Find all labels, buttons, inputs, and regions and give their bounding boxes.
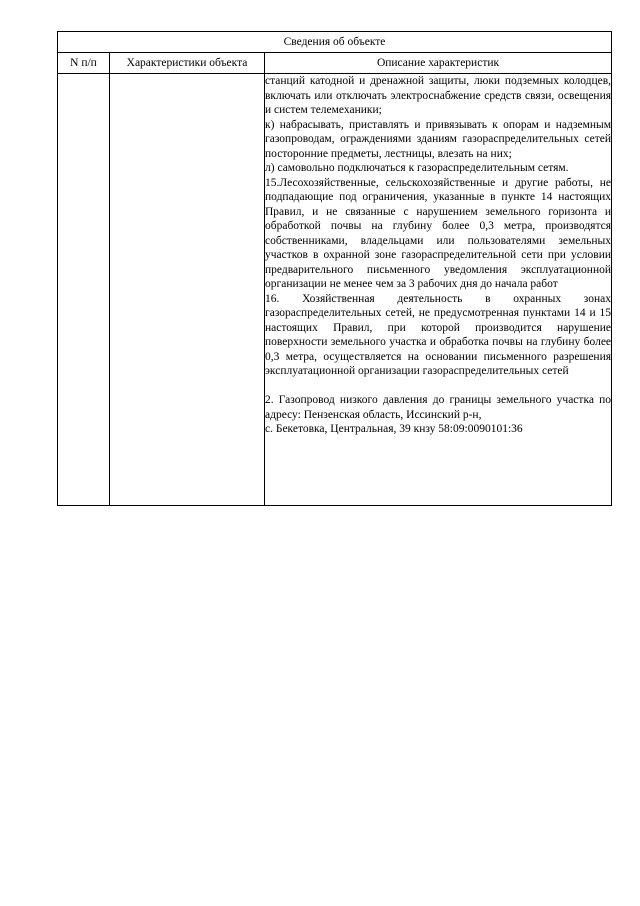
header-characteristics: Характеристики объекта — [110, 53, 265, 74]
object-info-table — [57, 31, 612, 506]
cell-description — [265, 74, 612, 506]
cell-number — [58, 74, 110, 506]
description-text — [265, 74, 611, 437]
cell-characteristics — [110, 74, 265, 506]
paragraph-spacer — [265, 379, 611, 394]
header-number: N п/п — [58, 53, 110, 74]
table-row — [58, 74, 612, 506]
description-paragraph: с. Бекетовка, Центральная, 39 кнзу 58:09:0090101:36 — [265, 423, 523, 435]
table-title-row — [58, 32, 612, 53]
description-paragraph: станций катодной и дренажной защиты, люки подземных колодцев, включать или отключать электроснабжение средств связи, освещения и систем телемеханики; — [265, 75, 612, 116]
table-title: Сведения об объекте — [58, 32, 612, 53]
description-paragraph: к) набрасывать, приставлять и привязывать к опорам и надземным газопроводам, ограждениями зданиям газораспределительных сетей посторонние предметы, лестницы, влезать на них; — [265, 118, 612, 160]
description-paragraph: 15.Лесохозяйственные, сельскохозяйственные и другие работы, не подпадающие под ограничения, указанные в пункте 14 настоящих Правил, и не связанные с нарушением земельного горизонта и обработкой почвы на глубину более 0,3 метра, производятся собственниками, владельцами или пользователями земельных участков в охранной зоне газораспределительной сети при условии предварительного письменного уведомления эксплуатационной организации не менее чем за 3 рабочих дня до начала работ — [265, 176, 612, 290]
header-description: Описание характеристик — [265, 53, 612, 74]
description-paragraph: 16. Хозяйственная деятельность в охранных зонах газораспределительных сетей, не предусмотренная пунктами 14 и 15 настоящих Правил, при которой производится нарушение поверхности земельного участка и обработка почвы на глубину более 0,3 метра, осуществляется на основании письменного разрешения эксплуатационной организации газораспределительных сетей — [265, 292, 612, 377]
table-header-row — [58, 53, 612, 74]
description-paragraph: 2. Газопровод низкого давления до границы земельного участка по адресу: Пензенская область, Иссинский р-н, — [265, 394, 612, 421]
description-paragraph: л) самовольно подключаться к газораспределительным сетям. — [265, 162, 569, 174]
